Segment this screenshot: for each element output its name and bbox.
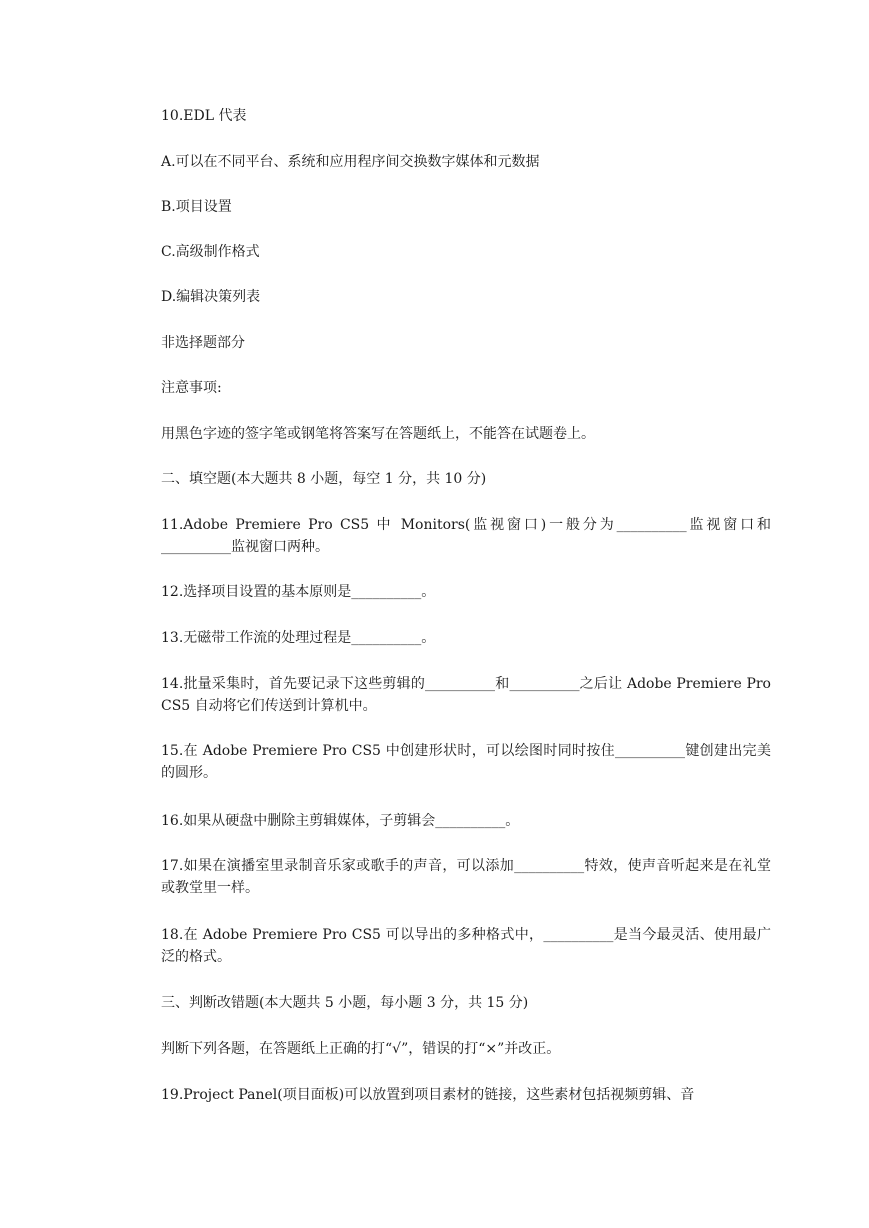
question-10-stem: 10.EDL 代表 — [161, 108, 247, 124]
question-19: 19.Project Panel(项目面板)可以放置到项目素材的链接，这些素材包括视频剪辑、音 — [161, 1087, 695, 1103]
part-heading-nonchoice: 非选择题部分 — [161, 335, 245, 351]
question-10-option-b: B.项目设置 — [161, 199, 232, 215]
question-10-option-d: D.编辑决策列表 — [161, 289, 261, 305]
question-12: 12.选择项目设置的基本原则是__________。 — [161, 584, 436, 600]
question-11: 11.Adobe Premiere Pro CS5 中 Monitors(监视窗口)一般分为__________监视窗口和__________监视窗口两种。 — [161, 517, 771, 555]
section-2-heading: 二、填空题(本大题共 8 小题，每空 1 分，共 10 分) — [161, 471, 487, 487]
question-16: 16.如果从硬盘中删除主剪辑媒体，子剪辑会__________。 — [161, 813, 520, 829]
question-10-option-a: A.可以在不同平台、系统和应用程序间交换数字媒体和元数据 — [161, 154, 540, 170]
notes-text: 用黑色字迹的签字笔或钢笔将答案写在答题纸上，不能答在试题卷上。 — [161, 426, 595, 442]
question-14: 14.批量采集时，首先要记录下这些剪辑的__________和__________之后让 Adobe Premiere Pro CS5 自动将它们传送到计算机中。 — [161, 676, 771, 714]
notes-heading: 注意事项: — [161, 380, 222, 396]
question-13: 13.无磁带工作流的处理过程是__________。 — [161, 630, 436, 646]
section-3-instruction: 判断下列各题，在答题纸上正确的打“√”，错误的打“×”并改正。 — [161, 1041, 561, 1057]
question-10-option-c: C.高级制作格式 — [161, 244, 260, 260]
question-15: 15.在 Adobe Premiere Pro CS5 中创建形状时，可以绘图时同时按住__________键创建出完美的圆形。 — [161, 743, 771, 781]
section-3-heading: 三、判断改错题(本大题共 5 小题，每小题 3 分，共 15 分) — [161, 995, 529, 1011]
question-17: 17.如果在演播室里录制音乐家或歌手的声音，可以添加__________特效，使声音听起来是在礼堂或教堂里一样。 — [161, 858, 771, 896]
question-18: 18.在 Adobe Premiere Pro CS5 可以导出的多种格式中，__________是当今最灵活、使用最广泛的格式。 — [161, 927, 771, 965]
